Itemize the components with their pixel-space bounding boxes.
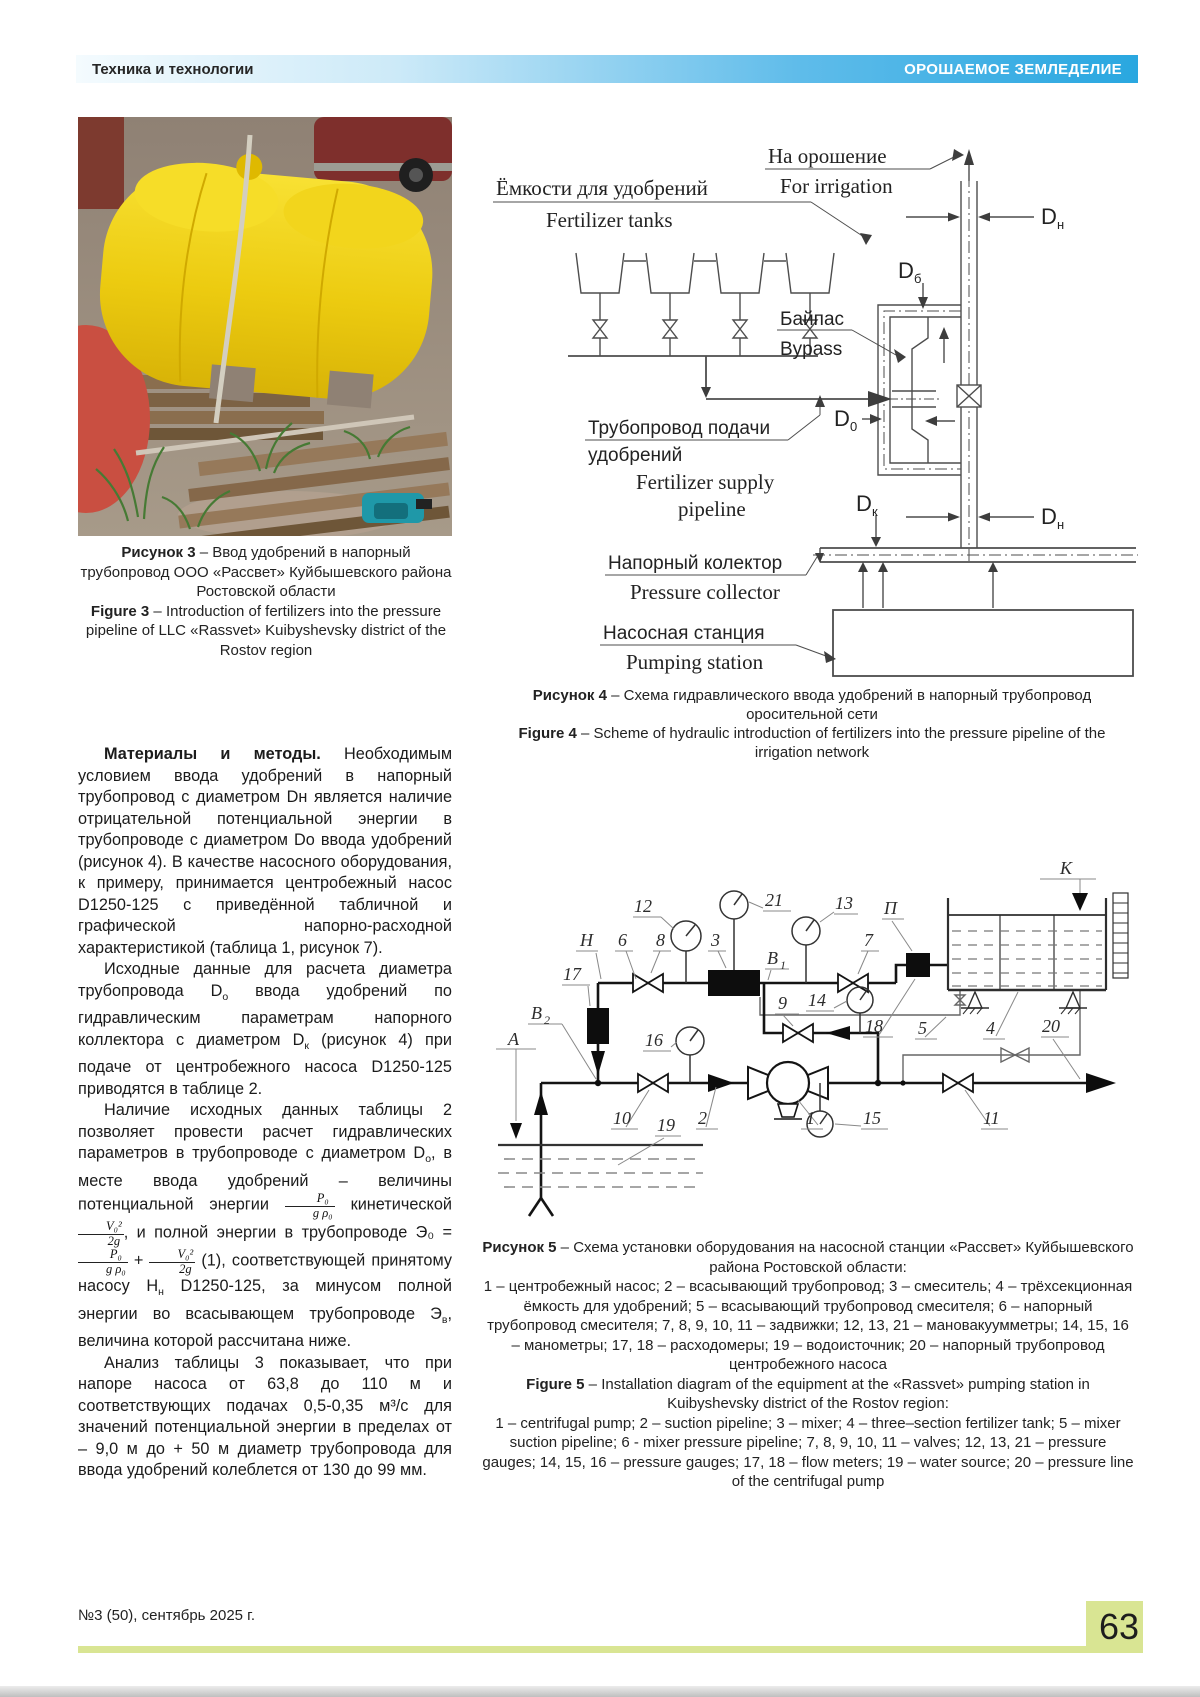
formula-eq1-term1: $\frac{\text{P₀}}{\text{g ρ₀}}$ [78,1248,128,1276]
figure3-caption-en-label: Figure 3 [90,602,150,620]
footer-issue: №3 (50), сентябрь 2025 г. [78,1607,255,1624]
figure3-caption [80,543,452,660]
svg-text:н: н [1057,517,1065,532]
fig4-label-supply-ru2: удобрений [588,445,683,466]
fig5-label-10: 10 [613,1108,631,1128]
fig5-flow-meter-18 [906,953,930,977]
fig4-label-supply-en1: Fertilizer supply [636,470,775,494]
fig5-label-20: 20 [1042,1016,1060,1036]
figure5-caption-en-label: Figure 5 [526,1375,585,1393]
photo-drill [362,493,432,523]
fig5-label-8: 8 [656,930,665,950]
page-bottom-edge [0,1686,1200,1697]
fig4-label-bypass-ru: Байпас [780,309,845,330]
fig5-label-p: П [884,898,897,918]
fig4-label-bypass-en: Bypass [780,339,843,360]
fig5-water-source [498,1145,703,1187]
fig4-label-tanks-en: Fertilizer tanks [546,208,673,232]
fig4-label-irrigation-ru: На орошение [768,144,887,168]
fig4-label-collector-en: Pressure collector [630,580,780,604]
svg-text:D: D [1041,504,1057,529]
fig5-label-15: 15 [863,1108,881,1128]
figure3-caption-en-text: – Introduction of fertilizers into the pressure pipeline of LLC «Rassvet» Kuibyshevsky district of the Rostov region [85,602,447,659]
fig5-label-5: 5 [918,1018,927,1038]
fig5-label-1: 1 [806,1108,815,1128]
formula-potential-energy: $\frac{\text{P₀}}{\text{g ρ₀}}$ [285,1192,335,1220]
svg-text:D: D [834,406,850,431]
figure4-caption-ru-label: Рисунок 4 [532,687,607,704]
fig4-dim-dn-bottom [1041,504,1064,532]
paragraph-4: Анализ таблицы 3 показывает, что при напоре насоса от 63,8 до 110 м и соответствующих подачах 0,5-0,35 м³/с для значений потенциальной энергии в пределах от – 9,0 м до + 50 м диаметр трубопровода для ввода удобрений колеблется от 130 до 99 мм. [78,1353,452,1479]
paragraph-1-lead: Материалы и методы. [104,745,321,763]
formula-eq1-term2: $\frac{\text{V₀²}}{2g}$ [149,1248,195,1276]
fig5-label-h: H [580,930,593,950]
fig5-label-19: 19 [657,1115,675,1135]
fig5-label-13: 13 [835,893,853,913]
fig4-label-tanks-ru: Ёмкости для удобрений [496,176,708,200]
fig5-label-3: 3 [711,930,720,950]
figure5-caption-ru-label: Рисунок 5 [482,1239,557,1256]
svg-text:D: D [856,491,872,516]
fig5-mixer-3 [708,970,760,996]
figure5-caption-en-legend: 1 – centrifugal pump; 2 – suction pipeline; 3 – mixer; 4 – three–section fertilizer tank; 5 – mixer suction pipeline; 6 - mixer pressure pipeline; 7, 8, 9, 10, 11 – valves; 12, 13, 21 – pressure gauges; 14, 15, 16 – pressure gauges; 17, 18 – flow meters; 19 – water source; 20 – pressure line of the centrifugal pump [482,1414,1134,1490]
fig4-dim-d0 [834,406,857,434]
fig4-label-station-ru: Насосная станция [603,623,765,644]
fig4-label-supply-en2: pipeline [678,497,746,521]
fig4-dim-dk [856,491,878,519]
fig5-label-7: 7 [864,930,873,950]
paragraph-1 [78,744,452,959]
fig5-label-17: 17 [563,964,581,984]
svg-text:D: D [898,258,914,283]
fig5-label-2: 2 [698,1108,707,1128]
figure3-photo [78,117,452,536]
article-body [78,744,452,1482]
figure3-caption-ru-text: – Ввод удобрений в напорный трубопровод ООО «Рассвет» Куйбышевского района Ростовской области [80,544,452,600]
svg-text:D: D [1041,204,1057,229]
fig5-label-9: 9 [778,993,787,1013]
fig5-label-a: A [508,1029,519,1049]
svg-text:б: б [914,271,922,286]
footer-rule [78,1646,1088,1653]
svg-text:B: B [767,948,778,968]
formula-kinetic-energy: $\frac{\text{V₀²}}{2g}$ [78,1220,124,1248]
svg-text:0: 0 [850,419,858,434]
fig5-label-21: 21 [765,890,783,910]
fig4-dim-dn-top [1041,204,1064,232]
fig4-label-irrigation-en: For irrigation [780,174,893,198]
fig5-fertilizer-tank [948,893,1128,1014]
figure4-caption: Рисунок 4 – Схема гидравлического ввода удобрений в напорный трубопровод оросительной сети Figure 4 – Scheme of hydraulic introduction of fertilizers into the pressure pipeline of the irrigation network [518,687,1106,761]
figure5-caption: Рисунок 5 – Схема установки оборудования на насосной станции «Рассвет» Куйбышевского района Ростовской области: 1 – центробежный насос; 2 – всасывающий трубопровод; 3 – смеситель; 4 – трёхсекционная ёмкость для удобрений; 5 – всасывающий трубопровод смесителя; 6 – напорный трубопровод смесителя; 7, 8, 9, 10, 11 – задвижки; 12, 13, 21 – мановакуумметры; 14, 15, 16 – манометры; 17, 18 – расходомеры; 19 – водоисточник; 20 – напорный трубопровод центробежного насоса Figure 5 – Installation diagram of the equipment at the «Rassvet» pumping station in Kuibyshevsky district of the Rostov region: 1 – centrifugal pump; 2 – suction pipeline; 3 – mixer; 4 – three–section fertilizer tank; 5 – mixer suction pipeline; 6 - mixer pressure pipeline; 7, 8, 9, 10, 11 – valves; 12, 13, 21 – pressure gauges; 14, 15, 16 – pressure gauges; 17, 18 – flow meters; 19 – water source; 20 – pressure line of the centrifugal pump [482,1239,1134,1490]
svg-text:2: 2 [544,1013,550,1027]
svg-text:1: 1 [780,958,786,972]
fig5-centrifugal-pump [748,1062,828,1119]
fig5-label-12: 12 [634,896,652,916]
paragraph-1-text: Необходимым условием ввода удобрений в напорный трубопровод с диаметром Dн является наличие отрицательной потенциальной энергии в трубопроводе с диаметром Do ввода удобрений (рисунок 4). В качестве насосного оборудования, к примеру, принимается центробежный насос D1250-125 с приведённой табличной и графической напорно-расходной характеристикой (таблица 1, рисунок 7). [78,745,453,957]
svg-text:B: B [531,1003,542,1023]
figure3-caption-ru-label: Рисунок 3 [121,544,196,561]
fig5-flow-meter-17 [587,1008,609,1044]
fig5-label-b1 [767,948,786,972]
fig4-label-supply-ru1: Трубопровод подачи [588,418,771,439]
figure5-diagram [468,793,1140,1227]
fig5-label-11: 11 [983,1108,1000,1128]
page-number: 63 [1086,1601,1143,1653]
figure4-diagram [468,122,1140,682]
fig5-label-b2 [531,1003,550,1027]
figure5-caption-ru-legend: 1 – центробежный насос; 2 – всасывающий трубопровод; 3 – смеситель; 4 – трёхсекционная ёмкость для удобрений; 5 – всасывающий трубопровод смесителя; 6 – напорный трубопровод смесителя; 7, 8, 9, 10, 11 – задвижки; 12, 13, 21 – мановакуумметры; 14, 15, 16 – манометры; 17, 18 – расходомеры; 19 – водоисточник; 20 – напорный трубопровод центробежного насоса [483,1278,1133,1373]
fig4-dim-db [898,258,921,286]
header-bar [76,55,1138,83]
figure4-caption-en-label: Figure 4 [518,725,577,742]
svg-text:н: н [1057,217,1065,232]
paragraph-2: Исходные данные для расчета диаметра трубопровода $D_о$ ввода удобрений по гидравлическим параметрам напорного коллектора с диаметром $D_к$ (рисунок 4) при подаче от центробежного насоса D1250-125 приводятся в таблице 2. [78,960,452,1098]
fig5-label-k: K [1060,858,1073,878]
paragraph-3: Наличие исходных данных таблицы 2 позволяет провести расчет гидравлических параметров в трубопроводе с диаметром $D_о$, в месте ввода удобрений – величины потенциальной энергии $\frac{\text{P₀}}{\text{g ρ₀}}$ кинетической $\frac{\text{V₀²}}{2g}$ , и полной энергии в трубопроводе Э₀ = $\frac{\text{P₀}}{\text{g ρ₀}}$ + $\frac{\text{V₀²}}{2g}$ (1), соответствующей принятому насосу $H_н$ D1250-125, за минусом полной энергии во всасывающем трубопроводе $Э_в$, величина которой рассчитана ниже. [78,1101,452,1350]
fig4-label-collector-ru: Напорный колектор [608,553,783,574]
header-section-title: Техника и технологии [92,60,254,78]
fig5-label-16: 16 [645,1030,663,1050]
fig5-label-14: 14 [808,990,826,1010]
photo-brick-post [78,117,124,209]
svg-text:к: к [872,504,878,519]
fig5-label-6: 6 [618,930,627,950]
fig5-gauges [671,891,873,1137]
fig5-label-4: 4 [986,1018,995,1038]
fig4-label-station-en: Pumping station [626,650,764,674]
fig5-label-18: 18 [865,1016,883,1036]
header-journal-title: ОРОШАЕМОЕ ЗЕМЛЕДЕЛИЕ [904,60,1122,78]
